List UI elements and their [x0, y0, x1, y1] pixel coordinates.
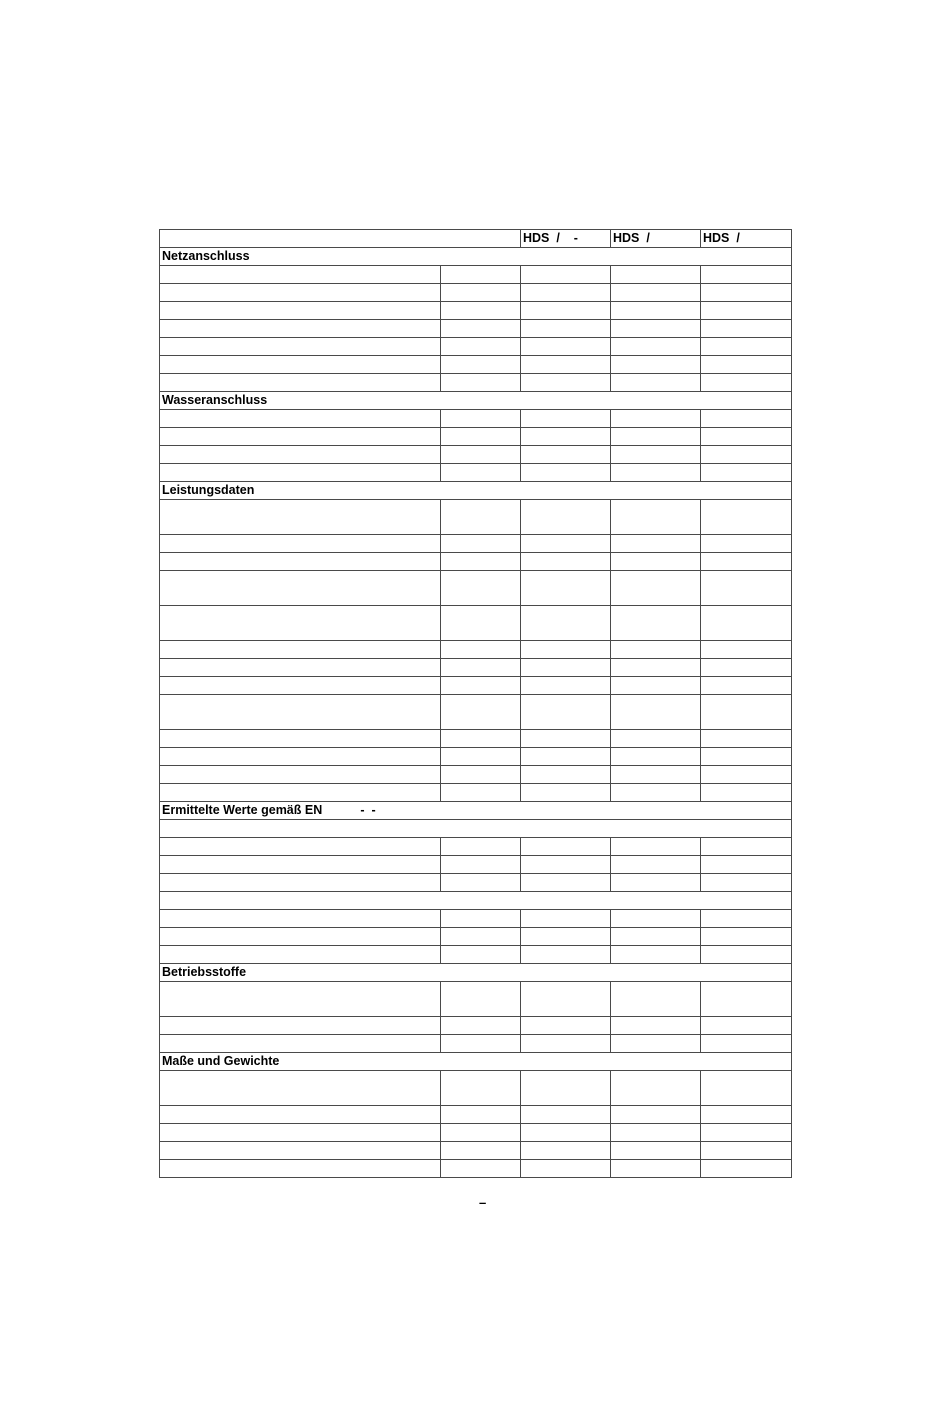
- unit-cell: [441, 338, 521, 356]
- section-header-row: [160, 802, 792, 820]
- value-cell-model-3: [701, 659, 792, 677]
- value-cell-model-1: [521, 284, 611, 302]
- table-row: [160, 695, 792, 730]
- label-cell: [160, 284, 441, 302]
- table-row: [160, 910, 792, 928]
- label-cell: [160, 320, 441, 338]
- value-cell-model-2: [611, 302, 701, 320]
- section-title: Leistungsdaten: [160, 482, 792, 500]
- value-cell-model-3: [701, 874, 792, 892]
- value-cell-model-3: [701, 320, 792, 338]
- table-row: [160, 766, 792, 784]
- value-cell-model-1: [521, 766, 611, 784]
- value-cell-model-1: [521, 641, 611, 659]
- unit-cell: [441, 641, 521, 659]
- value-cell-model-2: [611, 1160, 701, 1178]
- value-cell-model-1: [521, 446, 611, 464]
- table-row: [160, 730, 792, 748]
- header-blank-cell: [160, 230, 521, 248]
- value-cell-model-1: [521, 464, 611, 482]
- table-row: [160, 784, 792, 802]
- label-cell: [160, 553, 441, 571]
- page-footer-mark: –: [479, 1195, 487, 1210]
- label-cell: [160, 338, 441, 356]
- value-cell-model-1: [521, 1160, 611, 1178]
- unit-cell: [441, 677, 521, 695]
- value-cell-model-2: [611, 1106, 701, 1124]
- unit-cell: [441, 1017, 521, 1035]
- label-cell: [160, 946, 441, 964]
- value-cell-model-2: [611, 320, 701, 338]
- value-cell-model-2: [611, 730, 701, 748]
- value-cell-model-1: [521, 677, 611, 695]
- table-row: [160, 606, 792, 641]
- value-cell-model-3: [701, 730, 792, 748]
- value-cell-model-1: [521, 338, 611, 356]
- value-cell-model-3: [701, 982, 792, 1017]
- value-cell-model-3: [701, 1071, 792, 1106]
- label-cell: [160, 1017, 441, 1035]
- section-header-row: [160, 482, 792, 500]
- label-cell: [160, 571, 441, 606]
- value-cell-model-3: [701, 1035, 792, 1053]
- value-cell-model-2: [611, 659, 701, 677]
- value-cell-model-3: [701, 410, 792, 428]
- value-cell-model-2: [611, 553, 701, 571]
- unit-cell: [441, 266, 521, 284]
- table-row: [160, 535, 792, 553]
- label-cell: [160, 356, 441, 374]
- label-cell: [160, 928, 441, 946]
- unit-cell: [441, 874, 521, 892]
- label-cell: [160, 410, 441, 428]
- value-cell-model-3: [701, 1160, 792, 1178]
- label-cell: [160, 302, 441, 320]
- label-cell: [160, 1071, 441, 1106]
- value-cell-model-1: [521, 320, 611, 338]
- value-cell-model-2: [611, 1071, 701, 1106]
- section-title: Netzanschluss: [160, 248, 792, 266]
- table-row: [160, 1071, 792, 1106]
- value-cell-model-1: [521, 571, 611, 606]
- unit-cell: [441, 302, 521, 320]
- label-cell: [160, 606, 441, 641]
- label-cell: [160, 766, 441, 784]
- unit-cell: [441, 1124, 521, 1142]
- unit-cell: [441, 784, 521, 802]
- label-cell: [160, 1106, 441, 1124]
- value-cell-model-2: [611, 874, 701, 892]
- value-cell-model-1: [521, 374, 611, 392]
- table-row: [160, 302, 792, 320]
- value-cell-model-3: [701, 838, 792, 856]
- value-cell-model-2: [611, 606, 701, 641]
- unit-cell: [441, 428, 521, 446]
- table-row: [160, 659, 792, 677]
- table-row: [160, 338, 792, 356]
- unit-cell: [441, 374, 521, 392]
- label-cell: [160, 748, 441, 766]
- header-model-1: HDS / -: [521, 230, 611, 248]
- table-row: [160, 874, 792, 892]
- value-cell-model-2: [611, 464, 701, 482]
- value-cell-model-2: [611, 766, 701, 784]
- value-cell-model-3: [701, 695, 792, 730]
- value-cell-model-1: [521, 500, 611, 535]
- subheading-cell: [160, 820, 792, 838]
- unit-cell: [441, 553, 521, 571]
- value-cell-model-2: [611, 356, 701, 374]
- value-cell-model-2: [611, 446, 701, 464]
- label-cell: [160, 659, 441, 677]
- value-cell-model-2: [611, 338, 701, 356]
- value-cell-model-2: [611, 1017, 701, 1035]
- label-cell: [160, 535, 441, 553]
- unit-cell: [441, 571, 521, 606]
- value-cell-model-1: [521, 1071, 611, 1106]
- value-cell-model-3: [701, 446, 792, 464]
- value-cell-model-3: [701, 464, 792, 482]
- value-cell-model-2: [611, 410, 701, 428]
- table-row: [160, 982, 792, 1017]
- header-model-2: HDS /: [611, 230, 701, 248]
- value-cell-model-1: [521, 1142, 611, 1160]
- unit-cell: [441, 1106, 521, 1124]
- value-cell-model-1: [521, 428, 611, 446]
- value-cell-model-2: [611, 856, 701, 874]
- value-cell-model-2: [611, 374, 701, 392]
- value-cell-model-1: [521, 946, 611, 964]
- table-row: [160, 356, 792, 374]
- value-cell-model-2: [611, 571, 701, 606]
- table-row: [160, 1106, 792, 1124]
- table-row: [160, 320, 792, 338]
- value-cell-model-2: [611, 928, 701, 946]
- table-row: [160, 500, 792, 535]
- unit-cell: [441, 535, 521, 553]
- unit-cell: [441, 1142, 521, 1160]
- table-row: [160, 748, 792, 766]
- table-row: [160, 856, 792, 874]
- value-cell-model-3: [701, 766, 792, 784]
- table-row: [160, 1160, 792, 1178]
- unit-cell: [441, 500, 521, 535]
- value-cell-model-3: [701, 571, 792, 606]
- unit-cell: [441, 856, 521, 874]
- value-cell-model-2: [611, 982, 701, 1017]
- table-row: [160, 446, 792, 464]
- value-cell-model-1: [521, 606, 611, 641]
- label-cell: [160, 266, 441, 284]
- value-cell-model-2: [611, 284, 701, 302]
- unit-cell: [441, 659, 521, 677]
- value-cell-model-1: [521, 982, 611, 1017]
- value-cell-model-1: [521, 535, 611, 553]
- value-cell-model-3: [701, 748, 792, 766]
- value-cell-model-1: [521, 784, 611, 802]
- value-cell-model-1: [521, 1017, 611, 1035]
- value-cell-model-1: [521, 302, 611, 320]
- value-cell-model-2: [611, 784, 701, 802]
- value-cell-model-1: [521, 910, 611, 928]
- value-cell-model-3: [701, 302, 792, 320]
- value-cell-model-3: [701, 1124, 792, 1142]
- header-model-3: HDS /: [701, 230, 792, 248]
- value-cell-model-3: [701, 284, 792, 302]
- value-cell-model-2: [611, 266, 701, 284]
- table-row: [160, 928, 792, 946]
- label-cell: [160, 874, 441, 892]
- table-row: [160, 1124, 792, 1142]
- unit-cell: [441, 910, 521, 928]
- table-row: [160, 571, 792, 606]
- value-cell-model-3: [701, 1017, 792, 1035]
- subheading-row: [160, 892, 792, 910]
- label-cell: [160, 464, 441, 482]
- section-header-row: [160, 392, 792, 410]
- value-cell-model-3: [701, 500, 792, 535]
- unit-cell: [441, 730, 521, 748]
- value-cell-model-3: [701, 856, 792, 874]
- label-cell: [160, 838, 441, 856]
- table-row: [160, 946, 792, 964]
- table-row: [160, 838, 792, 856]
- value-cell-model-3: [701, 1106, 792, 1124]
- value-cell-model-3: [701, 677, 792, 695]
- label-cell: [160, 1124, 441, 1142]
- table-row: [160, 410, 792, 428]
- unit-cell: [441, 464, 521, 482]
- value-cell-model-1: [521, 266, 611, 284]
- value-cell-model-2: [611, 500, 701, 535]
- value-cell-model-2: [611, 641, 701, 659]
- value-cell-model-2: [611, 910, 701, 928]
- unit-cell: [441, 410, 521, 428]
- value-cell-model-2: [611, 1124, 701, 1142]
- value-cell-model-2: [611, 748, 701, 766]
- unit-cell: [441, 446, 521, 464]
- value-cell-model-2: [611, 428, 701, 446]
- value-cell-model-2: [611, 946, 701, 964]
- value-cell-model-3: [701, 1142, 792, 1160]
- value-cell-model-1: [521, 659, 611, 677]
- value-cell-model-2: [611, 677, 701, 695]
- value-cell-model-1: [521, 856, 611, 874]
- unit-cell: [441, 356, 521, 374]
- label-cell: [160, 374, 441, 392]
- label-cell: [160, 982, 441, 1017]
- unit-cell: [441, 606, 521, 641]
- table-row: [160, 428, 792, 446]
- unit-cell: [441, 1071, 521, 1106]
- unit-cell: [441, 748, 521, 766]
- section-header-row: [160, 248, 792, 266]
- table-row: [160, 1142, 792, 1160]
- label-cell: [160, 677, 441, 695]
- value-cell-model-1: [521, 1035, 611, 1053]
- label-cell: [160, 500, 441, 535]
- value-cell-model-3: [701, 946, 792, 964]
- value-cell-model-3: [701, 266, 792, 284]
- value-cell-model-1: [521, 695, 611, 730]
- section-title: Maße und Gewichte: [160, 1053, 792, 1071]
- label-cell: [160, 784, 441, 802]
- section-title: Wasseranschluss: [160, 392, 792, 410]
- unit-cell: [441, 1035, 521, 1053]
- table-row: [160, 464, 792, 482]
- label-cell: [160, 730, 441, 748]
- value-cell-model-1: [521, 838, 611, 856]
- label-cell: [160, 446, 441, 464]
- value-cell-model-1: [521, 874, 611, 892]
- unit-cell: [441, 284, 521, 302]
- value-cell-model-2: [611, 1142, 701, 1160]
- section-title: Betriebsstoffe: [160, 964, 792, 982]
- table-row: [160, 553, 792, 571]
- value-cell-model-3: [701, 338, 792, 356]
- value-cell-model-3: [701, 641, 792, 659]
- value-cell-model-3: [701, 553, 792, 571]
- unit-cell: [441, 946, 521, 964]
- value-cell-model-1: [521, 356, 611, 374]
- technical-data-table: [159, 229, 792, 1178]
- value-cell-model-1: [521, 928, 611, 946]
- value-cell-model-1: [521, 1106, 611, 1124]
- section-title: Ermittelte Werte gemäß EN - -: [160, 802, 792, 820]
- label-cell: [160, 910, 441, 928]
- value-cell-model-1: [521, 730, 611, 748]
- label-cell: [160, 641, 441, 659]
- unit-cell: [441, 1160, 521, 1178]
- table-row: [160, 1035, 792, 1053]
- label-cell: [160, 695, 441, 730]
- section-header-row: [160, 964, 792, 982]
- value-cell-model-3: [701, 535, 792, 553]
- value-cell-model-2: [611, 535, 701, 553]
- table-row: [160, 677, 792, 695]
- label-cell: [160, 428, 441, 446]
- table-row: [160, 1017, 792, 1035]
- value-cell-model-2: [611, 838, 701, 856]
- unit-cell: [441, 982, 521, 1017]
- value-cell-model-1: [521, 1124, 611, 1142]
- table-row: [160, 266, 792, 284]
- unit-cell: [441, 695, 521, 730]
- value-cell-model-2: [611, 695, 701, 730]
- value-cell-model-3: [701, 928, 792, 946]
- label-cell: [160, 1035, 441, 1053]
- value-cell-model-1: [521, 748, 611, 766]
- value-cell-model-2: [611, 1035, 701, 1053]
- value-cell-model-1: [521, 410, 611, 428]
- value-cell-model-3: [701, 910, 792, 928]
- label-cell: [160, 1160, 441, 1178]
- header-row: [160, 230, 792, 248]
- unit-cell: [441, 928, 521, 946]
- value-cell-model-3: [701, 356, 792, 374]
- value-cell-model-3: [701, 374, 792, 392]
- subheading-cell: [160, 892, 792, 910]
- unit-cell: [441, 320, 521, 338]
- table-row: [160, 641, 792, 659]
- unit-cell: [441, 838, 521, 856]
- table-row: [160, 374, 792, 392]
- label-cell: [160, 1142, 441, 1160]
- value-cell-model-3: [701, 606, 792, 641]
- value-cell-model-1: [521, 553, 611, 571]
- value-cell-model-3: [701, 784, 792, 802]
- unit-cell: [441, 766, 521, 784]
- subheading-row: [160, 820, 792, 838]
- value-cell-model-3: [701, 428, 792, 446]
- section-header-row: [160, 1053, 792, 1071]
- label-cell: [160, 856, 441, 874]
- table-row: [160, 284, 792, 302]
